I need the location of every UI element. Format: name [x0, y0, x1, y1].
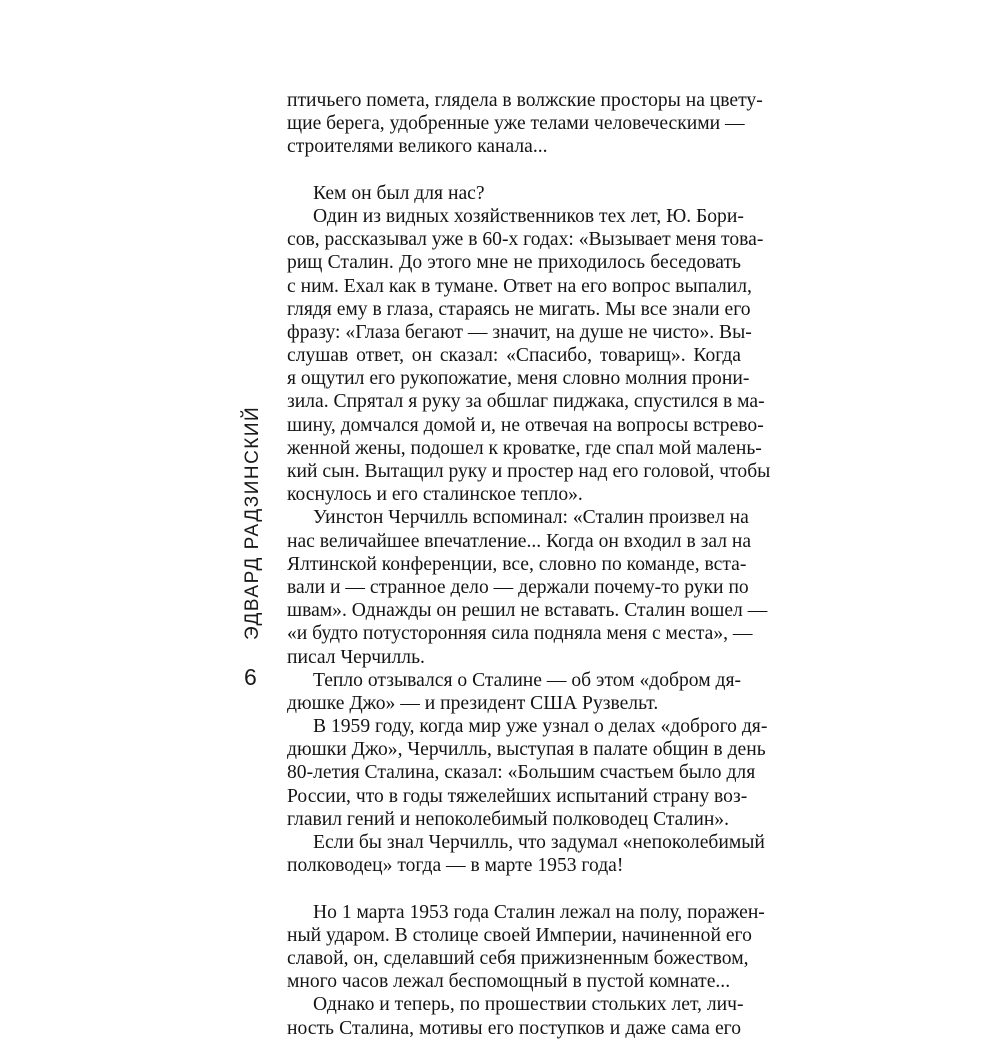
text-line: рищ Сталин. До этого мне не приходилось беседовать [287, 252, 741, 274]
running-head-author: ЭДВАРД РАДЗИНСКИЙ [242, 405, 263, 640]
text-line: ный ударом. В столице своей Империи, начиненной его [287, 924, 752, 946]
text-line: Ялтинской конференции, все, словно по команде, вста- [287, 553, 747, 575]
text-line: нас величайшее впечатление... Когда он входил в зал на [287, 530, 752, 552]
section-break [287, 159, 741, 182]
section-break [287, 877, 741, 900]
text-line: с ним. Ехал как в тумане. Ответ на его вопрос выпалил, [287, 275, 752, 297]
text-line: полководец» тогда — в марте 1953 года! [287, 855, 624, 877]
text-line: писал Черчилль. [287, 646, 425, 668]
text-line: женной жены, подошел к кроватке, где спал мой малень- [287, 437, 762, 459]
text-line: слушав ответ, он сказал: «Спасибо, товарищ». Когда [287, 345, 741, 367]
text-line: Один из видных хозяйственников тех лет, Ю. Бори- [313, 205, 744, 227]
text-line: главил гений и непоколебимый полководец Сталин». [287, 808, 729, 830]
text-line: дюшки Джо», Черчилль, выступая в палате общин в день [287, 739, 766, 761]
text-line: вали и — странное дело — держали почему-то руки по [287, 576, 749, 598]
page-number: 6 [244, 664, 257, 690]
text-line: сов, рассказывал уже в 60-х годах: «Вызывает меня това- [287, 229, 764, 251]
text-line: птичьего помета, глядела в волжские просторы на цвету- [287, 90, 763, 111]
text-line: Но 1 марта 1953 года Сталин лежал на полу, поражен- [313, 901, 765, 923]
text-line: ность Сталина, мотивы его поступков и даже сама его [287, 1017, 741, 1039]
text-line: славой, он, сделавший себя прижизненным божеством, [287, 947, 749, 969]
text-line: Если бы знал Черчилль, что задумал «непоколебимый [313, 832, 765, 853]
text-line: шину, домчался домой и, не отвечая на вопросы встрево- [287, 414, 764, 436]
text-line: коснулось и его сталинское тепло». [287, 484, 583, 506]
text-line: Кем он был для нас? [313, 182, 485, 204]
text-line: щие берега, удобренные уже телами человеческими — [287, 113, 745, 135]
text-line: Уинстон Черчилль вспоминал: «Сталин произвел на [313, 507, 749, 529]
text-line: я ощутил его рукопожатие, меня словно молния прони- [287, 368, 750, 390]
text-line: «и будто потусторонняя сила подняла меня с места», — [287, 623, 753, 645]
text-line: швам». Однажды он решил не вставать. Сталин вошел — [287, 600, 768, 622]
text-line: кий сын. Вытащил руку и простер над его головой, чтобы [287, 461, 771, 482]
text-line: зила. Спрятал я руку за обшлаг пиджака, спустился в ма- [287, 391, 765, 413]
text-line: дюшке Джо» — и президент США Рузвельт. [287, 692, 659, 714]
text-line: строителями великого канала... [287, 136, 548, 158]
text-line: Однако и теперь, по прошествии стольких лет, лич- [313, 994, 744, 1016]
text-line: 80-летия Сталина, сказал: «Большим счастьем было для [287, 762, 756, 784]
text-line: Тепло отзывался о Сталине — об этом «добром дя- [313, 669, 742, 691]
text-line: много часов лежал беспомощный в пустой комнате... [287, 971, 731, 993]
text-line: фразу: «Глаза бегают — значит, на душе не чисто». Вы- [287, 321, 752, 343]
text-line: глядя ему в глаза, стараясь не мигать. Мы все знали его [287, 298, 751, 320]
text-line: В 1959 году, когда мир уже узнал о делах «доброго дя- [313, 716, 768, 738]
body-text [287, 89, 771, 1040]
text-line: России, что в годы тяжелейших испытаний страну воз- [287, 785, 748, 807]
